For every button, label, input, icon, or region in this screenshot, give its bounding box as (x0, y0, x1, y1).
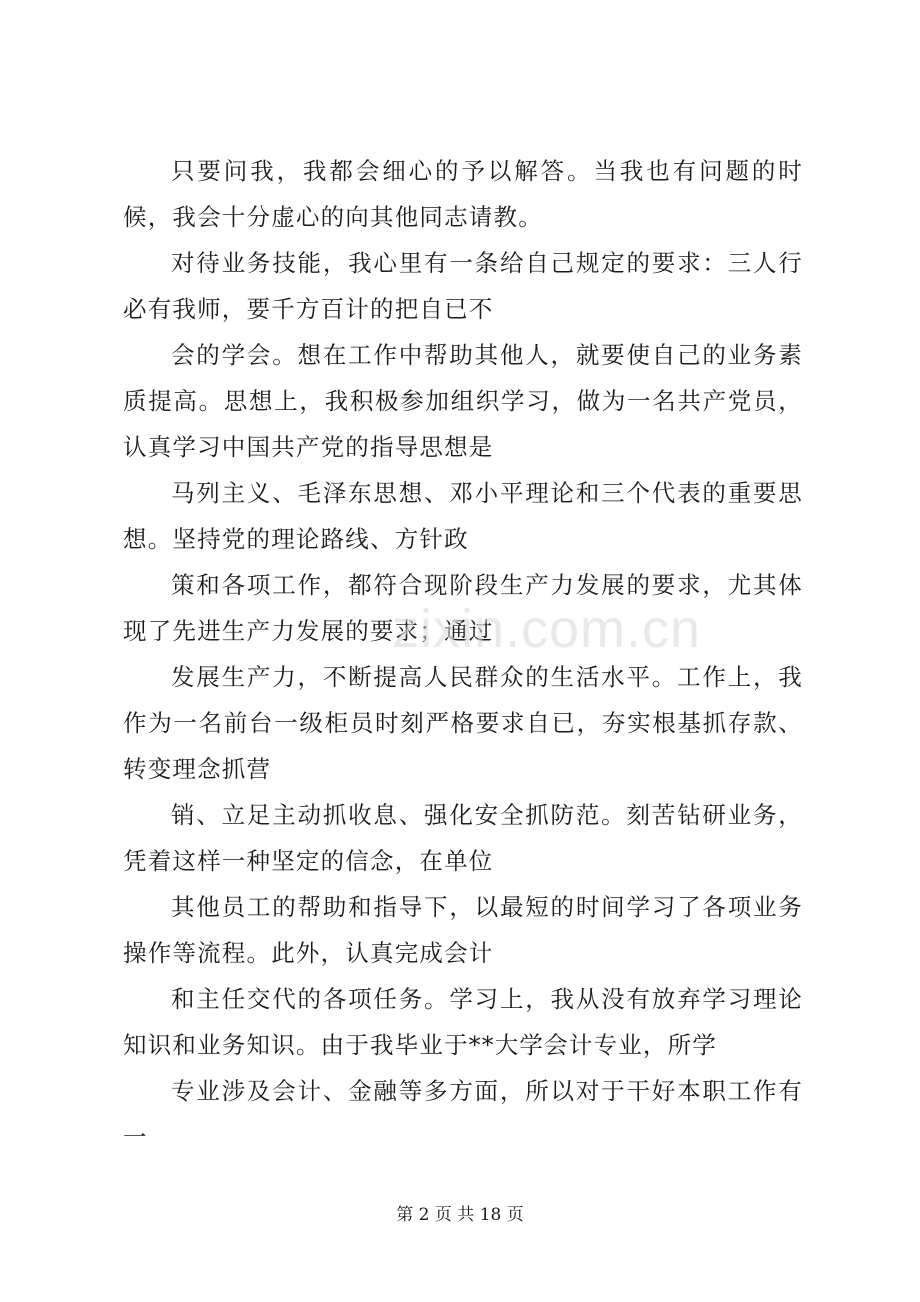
paragraph-7: 销、立足主动抓收息、强化安全抓防范。刻苦钻研业务，凭着这样一种坚定的信念，在单位 (123, 801, 803, 875)
document-body (123, 148, 803, 1160)
paragraph-8: 其他员工的帮助和指导下，以最短的时间学习了各项业务操作等流程。此外，认真完成会计 (123, 893, 803, 967)
paragraph-1: 只要问我，我都会细心的予以解答。当我也有问题的时候，我会十分虚心的向其他同志请教。 (123, 157, 803, 231)
paragraph-10: 专业涉及会计、金融等多方面，所以对于干好本职工作有一 (123, 1077, 803, 1151)
paragraph-2: 对待业务技能，我心里有一条给自己规定的要求：三人行必有我师，要千方百计的把自已不 (123, 249, 803, 323)
paragraph-3: 会的学会。想在工作中帮助其他人，就要使自己的业务素质提高。思想上，我积极参加组织学习，做为一名共产党员，认真学习中国共产党的指导思想是 (123, 341, 803, 461)
paragraph-9: 和主任交代的各项任务。学习上，我从没有放弃学习理论知识和业务知识。由于我毕业于**大学会计专业，所学 (123, 985, 803, 1059)
paragraph-5: 策和各项工作，都符合现阶段生产力发展的要求，尤其体现了先进生产力发展的要求；通过 (123, 571, 803, 645)
paragraph-4: 马列主义、毛泽东思想、邓小平理论和三个代表的重要思想。坚持党的理论路线、方针政 (123, 479, 803, 553)
paragraph-6: 发展生产力，不断提高人民群众的生活水平。工作上，我作为一名前台一级柜员时刻严格要求自已，夯实根基抓存款、转变理念抓营 (123, 663, 803, 783)
page-footer: 第 2 页 共 18 页 (396, 1205, 524, 1225)
watermark: zixin.com.cn (392, 599, 702, 659)
